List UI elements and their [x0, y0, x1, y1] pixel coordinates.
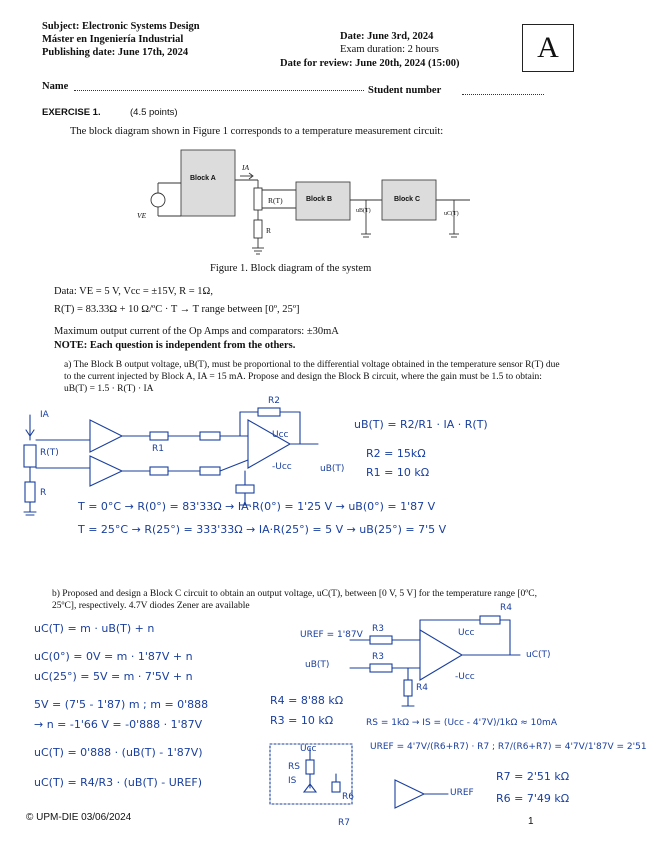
subject: Subject: Electronic Systems Design: [42, 21, 200, 32]
hw-rt: R(T): [40, 448, 59, 458]
hw-b-neg-ucc: -Ucc: [455, 672, 475, 682]
page-number: 1: [528, 816, 534, 827]
exercise-points: (4.5 points): [130, 107, 178, 118]
hw-b-l5: → n = -1'66 V = -0'888 · 1'87V: [34, 718, 203, 731]
exam-duration: Exam duration: 2 hours: [340, 44, 439, 55]
max-current: Maximum output current of the Op Amps and comparators: ±30mA: [54, 326, 339, 337]
exercise-title: EXERCISE 1.: [42, 107, 101, 118]
hw-r1: R1: [152, 444, 164, 454]
hw-b-l4: 5V = (7'5 - 1'87) m ; m = 0'888: [34, 698, 209, 711]
hw-b-l6: uC(T) = 0'888 · (uB(T) - 1'87V): [34, 746, 203, 759]
rt-label: R(T): [268, 196, 283, 205]
hw-b-ucc: Ucc: [458, 628, 475, 638]
block-c-label: Block C: [394, 196, 421, 203]
hw-a-r2: R2 = 15kΩ: [366, 447, 426, 460]
hw-r2: R2: [268, 396, 280, 406]
note: NOTE: Each question is independent from the others.: [54, 340, 296, 351]
figure-caption: Figure 1. Block diagram of the system: [210, 263, 372, 274]
exam-date: Date: June 3rd, 2024: [340, 31, 434, 42]
review-date: Date for review: June 20th, 2024 (15:00): [280, 58, 460, 69]
footer-copyright: © UPM-DIE 03/06/2024: [26, 812, 132, 823]
uc-label: uC(T): [444, 211, 459, 217]
publishing-date: Publishing date: June 17th, 2024: [42, 47, 189, 58]
hw-b-r4: R4 = 8'88 kΩ: [270, 694, 344, 707]
hw-b-uref: UREF = 4'7V/(R6+R7) · R7 ; R7/(R6+R7) = 4'7V/1'87V = 2'51: [370, 742, 647, 752]
hw-b-r6: R6 = 7'49 kΩ: [496, 792, 570, 805]
question-a: a) The Block B output voltage, uB(T), must be proportional to the differential voltage obtained in the temperature sensor R(T) due to the current injected by Block A, IA = 15 mA. Propose and design the Block B circuit, where the gain must be 1.5 to obtain: uB(T) = 1.5 · R(T) · IA: [64, 360, 560, 394]
hw-r4: R4: [500, 603, 512, 613]
hw-r3-a: R3: [372, 624, 384, 634]
hw-b-l1: uC(T) = m · uB(T) + n: [34, 622, 155, 635]
hw-b-l2: uC(0°) = 0V = m · 1'87V + n: [34, 650, 193, 663]
exercise-intro: The block diagram shown in Figure 1 corresponds to a temperature measurement circuit:: [70, 126, 444, 137]
data-line: Data: VE = 5 V, Vcc = ±15V, R = 1Ω,: [54, 286, 213, 297]
name-label: Name: [42, 81, 69, 92]
hw-b-l3: uC(25°) = 5V = m · 7'5V + n: [34, 670, 193, 683]
hw-b-is-label: IS: [288, 776, 297, 786]
block-b-label: Block B: [306, 196, 333, 203]
hw-uref-in: UREF = 1'87V: [300, 630, 363, 640]
hw-b-r3: R3 = 10 kΩ: [270, 714, 334, 727]
degree: Máster en Ingeniería Industrial: [42, 34, 184, 45]
hw-b-r4-lower: R4: [416, 683, 428, 693]
hw-a-t0: T = 0°C → R(0°) = 83'33Ω → IA·R(0°) = 1'25 V → uB(0°) = 1'87 V: [78, 500, 436, 513]
hw-ub-in: uB(T): [305, 660, 330, 670]
block-a-label: Block A: [190, 175, 216, 182]
hw-ia: IA: [40, 410, 49, 420]
hw-neg-ucc: -Ucc: [272, 462, 292, 472]
rt-equation: R(T) = 83.33Ω + 10 Ω/ºC · T → T range between [0º, 25º]: [54, 304, 300, 315]
ve-label: VE: [137, 211, 147, 220]
hw-b-r6-label: R6: [342, 792, 354, 802]
ub-label: uB(T): [356, 208, 371, 214]
hw-r: R: [40, 488, 47, 498]
hw-ub-out: uB(T): [320, 464, 345, 474]
hw-a-r1: R1 = 10 kΩ: [366, 466, 430, 479]
exam-version: A: [537, 31, 559, 64]
r-label: R: [266, 226, 272, 235]
hw-uc-out: uC(T): [526, 650, 551, 660]
hw-b-ucc2: Ucc: [300, 744, 317, 754]
hw-b-r7-label: R7: [338, 818, 350, 828]
hw-a-eq1: uB(T) = R2/R1 · IA · R(T): [354, 418, 488, 431]
hw-b-uref-label: UREF: [450, 788, 474, 798]
hw-r3-b: R3: [372, 652, 384, 662]
hw-b-rs: RS = 1kΩ → IS = (Ucc - 4'7V)/1kΩ ≈ 10mA: [366, 718, 557, 728]
hw-b-r7: R7 = 2'51 kΩ: [496, 770, 570, 783]
ia-label: IA: [242, 163, 250, 172]
question-b: b) Proposed and design a Block C circuit to obtain an output voltage, uC(T), between [0 V, 5 V] for the temperature range [0ºC, 25ºC], respectively. 4.7V diodes Zener are available: [52, 589, 537, 611]
hw-b-l7: uC(T) = R4/R3 · (uB(T) - UREF): [34, 776, 202, 789]
hw-b-rs-label: RS: [288, 762, 300, 772]
hw-a-t25: T = 25°C → R(25°) = 333'33Ω → IA·R(25°) = 5 V → uB(25°) = 7'5 V: [78, 523, 447, 536]
student-number-label: Student number: [368, 85, 442, 96]
hw-ucc: Ucc: [272, 430, 289, 440]
